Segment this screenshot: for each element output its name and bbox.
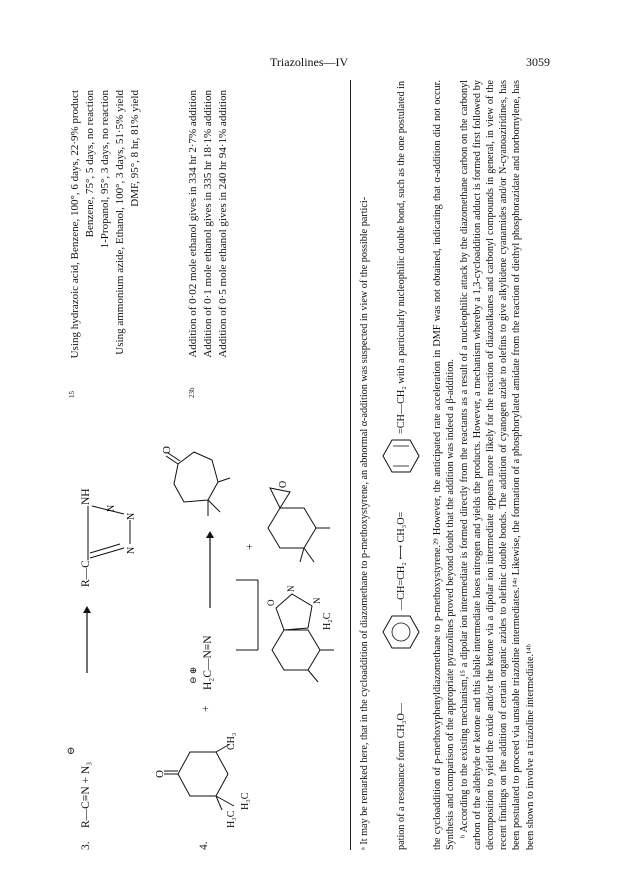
resonance-structure-line: [377, 80, 425, 850]
svg-text:O: O: [278, 480, 289, 488]
reaction-arrow-4: [203, 530, 217, 610]
reaction-arrow-3: [80, 605, 94, 675]
resonance-right-text: =CH—CH₂ with a particularly nucleophilic double bond, such as the one postulated in: [396, 80, 408, 434]
condition-line: Addition of 0·1 mole ethanol gives in 335 hr 18·1% addition: [202, 90, 214, 358]
svg-text:N: N: [106, 504, 117, 512]
condition-line: Benzene, 75°, 5 days, no reaction: [84, 90, 96, 238]
svg-text:O: O: [266, 599, 276, 606]
methyl-label: CH₃: [226, 732, 237, 750]
tetrazole-nh: NH: [80, 488, 92, 505]
footnote-rule: [350, 80, 351, 850]
footnotes: [358, 80, 537, 850]
plus-sign: +: [200, 705, 212, 712]
tetrazole-ring: [82, 502, 138, 562]
resonance-mid-text: —CH=CH₂ ⟷ CH₃O=: [396, 511, 408, 610]
equation-4-conditions: [186, 90, 231, 358]
methyl-label: H₃C: [240, 792, 251, 810]
condition-line: Using ammonium azide, Ethanol, 100°, 3 days, 51·5% yield: [114, 90, 126, 355]
diazomethane-charges: ⊖ ⊕: [188, 666, 198, 684]
plus-sign: +: [244, 543, 256, 550]
equation-3-number: 3.: [80, 841, 92, 850]
resonance-left-text: pation of a resonance form CH₃O—: [396, 703, 408, 850]
svg-text:O: O: [154, 770, 166, 778]
svg-text:N: N: [126, 546, 137, 554]
quinoid-ring-icon: [379, 436, 423, 476]
equation-3-conditions: [68, 90, 143, 358]
tetrazole-substituent: R—C: [80, 560, 92, 587]
equation-4-number: 4.: [198, 841, 210, 850]
condition-line: Using hydrazoic acid, Benzene, 100°, 6 days, 22·9% product: [69, 90, 81, 359]
benzene-ring-icon: [379, 612, 423, 652]
svg-text:N: N: [286, 585, 296, 592]
page-number: 3059: [526, 55, 550, 69]
svg-text:O: O: [161, 446, 173, 454]
diazomethane: H₂C—N≡N: [202, 635, 214, 690]
spiro-epoxide-product: [256, 468, 336, 568]
svg-text:N: N: [312, 597, 322, 604]
condition-line: Addition of 0·5 mole ethanol gives in 240 hr 94·1% addition: [217, 90, 229, 358]
equation-4-ref: 23b: [188, 387, 196, 398]
condition-line: Addition of 0·02 mole ethanol gives in 334 hr 2·7% addition: [187, 90, 199, 358]
footnote-a-line1: ᵃ It may be remarked here, that in the cycloaddition of diazomethane to p-methoxystyrene, an abnormal α-addition was suspected in view of the possible partici-: [359, 196, 370, 850]
condition-line: DMF, 95°, 8 hr, 81% yield: [129, 90, 141, 207]
methyl-label: H₃C: [226, 810, 237, 828]
trimethylcyclohexanone-structure: [154, 726, 260, 836]
running-title: Triazolines—IV: [270, 55, 349, 69]
footnote-a-rest: the cycloaddition of p-methoxyphenyldiazomethane to p-methoxystyrene.²⁹ However, the anticipated rate acceleration in DMF was not obtained, indicating that α-addition did not occur. Synthesis and comparison of the appropriate pyrazolines proved beyond doubt that the addition was indeed a β-addition.: [432, 80, 457, 850]
adduct-methylene: H₂C: [322, 612, 333, 630]
svg-text:N: N: [126, 512, 137, 520]
rotated-page-body: [60, 80, 560, 850]
equation-3-ref: 15: [68, 391, 76, 398]
condition-line: 1-Propanol, 95°, 3 days, no reaction: [99, 90, 111, 249]
azide-charge: ⊖: [66, 746, 77, 755]
equation-3-reactants: R—C≡N + N₃: [80, 761, 92, 828]
cycloheptanone-product: [161, 434, 234, 524]
footnote-b: ᵇ According to the existing mechanism,¹⁵ a dipolar ion intermediate is formed directly from the reactants as a result of a nucleophilic attack by the diazomethane carbon on the carbonyl carbon of the aldehyde or ketone and this labile intermediate loses nitrogen and yields the products. However, a mechanism whereby a 1,3-cycloaddition adduct is formed first followed by decomposition to yield the oxide and/or the ketone via a dipolar ion intermediate appears more likely for the reaction of diazoalkanes and carbonyl compounds in general, in view of the recent findings on the addition of certain organic azides to olefinic double bonds. The addition of cyanogen azide to olefins to give alkylidene cyanamides and/or N-cyanoaziridines, has been postulated to proceed via unstable triazoline intermediates.¹⁴ᵃ Likewise, the formation of a phosphorylated amidate from the reaction of diethyl phosphorazidate and norbornylene, has been shown to involve a triazoline intermediate.¹⁴ᵇ: [458, 80, 536, 850]
